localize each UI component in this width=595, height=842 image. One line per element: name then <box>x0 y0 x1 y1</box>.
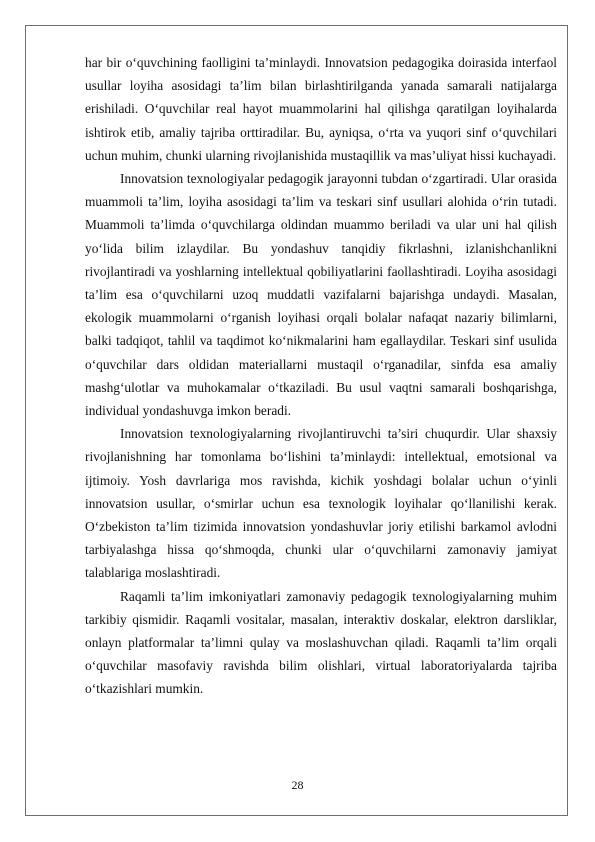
paragraph-digital-education: Raqamli ta’lim imkoniyatlari zamonaviy pedagogik texnologiyalarning muhim tarkibiy qismidir. Raqamli vositalar, masalan, interaktiv doskalar, elektron darsliklar, onlayn platformalar ta’limni qulay va moslashuvchan qiladi. Raqamli ta’lim orqali o‘quvchilar masofaviy ravishda bilim olishlari, virtual laboratoriyalarda tajriba o‘tkazishlari mumkin. <box>85 588 557 697</box>
paragraph-innovative-technologies: Innovatsion texnologiyalar pedagogik jarayonni tubdan o‘zgartiradi. Ular orasida muammoli ta’lim, loyiha asosidagi ta’lim va teskari sinf usullari alohida o‘rin tutadi. Muammoli ta’limda o‘quvchilarga oldindan muammo beriladi va ular uni hal qilish yo‘lida bilim izlaydilar. Bu yondashuv tanqidiy fikrlashni, izlanishchanlikni rivojlantiradi va yoshlarning intellektual qobiliyatlarini faollashtiradi. Loyiha asosidagi ta’lim esa o‘quvchilarni uzoq muddatli vazifalarni bajarishga undaydi. Masalan, ekologik muammolarni o‘rganish loyihasi orqali bolalar nafaqat nazariy bilimlarni, balki tadqiqot, tahlil va taqdimot ko‘nikmalarini ham egallaydilar. Teskari sinf usulida o‘quvchilar dars oldidan materiallarni mustaqil o‘rganadilar, sinfda esa amaliy mashg‘ulotlar va muhokamalar o‘tkaziladi. Bu usul vaqtni samarali boshqarishga, individual yondashuvga imkon beradi. <box>85 171 557 419</box>
paragraph-developmental-impact: Innovatsion texnologiyalarning rivojlantiruvchi ta’siri chuqurdir. Ular shaxsiy rivojlanishning har tomonlama bo‘lishini ta’minlaydi: intellektual, emotsional va ijtimoiy. Yosh davrlariga mos ravishda, kichik yoshdagi bolalar uchun o‘yinli innovatsion usullar, o‘smirlar uchun esa texnologik loyihalar qo‘llanilishi kerak. O‘zbekiston ta’lim tizimida innovatsion yondashuvlar joriy etilishi barkamol avlodni tarbiyalashga hissa qo‘shmoqda, chunki ular o‘quvchilarni zamonaviy jamiyat talablariga moslashtiradi. <box>85 426 557 581</box>
paragraph-continuation: har bir o‘quvchining faolligini ta’minlaydi. Innovatsion pedagogika doirasida interfaol usullar loyiha asosidagi ta’lim bilan birlashtirilganda yanada samarali natijalarga erishiladi. O‘quvchilar real hayot muammolarini hal qilishga qaratilgan loyihalarda ishtirok etib, amaliy tajriba orttiradilar. Bu, ayniqsa, o‘rta va yuqori sinf o‘quvchilari uchun muhim, chunki ularning rivojlanishida mustaqillik va mas’uliyat hissi kuchayadi. <box>85 55 557 163</box>
page-number: 28 <box>291 778 304 792</box>
body-text <box>85 51 557 701</box>
